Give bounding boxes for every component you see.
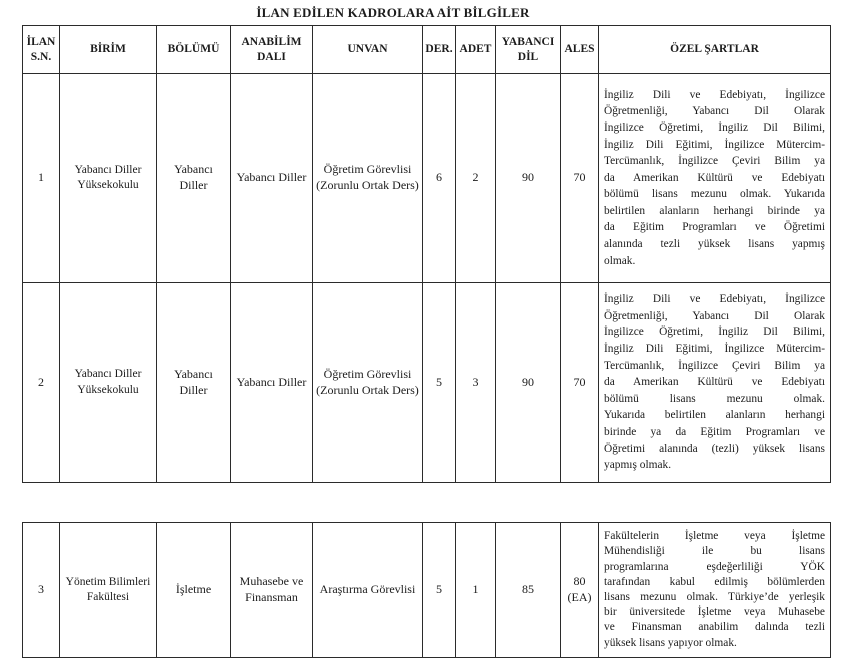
text-line: tarafından kabul edilmiş bölümlerden	[604, 575, 825, 588]
cell-anabilim-dali: Yabancı Diller	[231, 74, 313, 283]
table-row	[23, 283, 831, 483]
cell-yabanci-dil: 90	[496, 283, 561, 483]
text-line: İngilizce Öğretimi, İngiliz Dil Bilimi,	[604, 121, 825, 134]
text-line: bölümü lisans mezunu olmak. Yukarıda	[604, 188, 825, 201]
cell-anabilim-dali: Yabancı Diller	[231, 283, 313, 483]
positions-table-secondary	[22, 522, 831, 658]
col-header-adet: ADET	[456, 26, 496, 74]
cell-bolumu: Yabancı Diller	[157, 283, 231, 483]
cell-bolumu: İşletme	[157, 523, 231, 658]
col-header-bolumu: BÖLÜMÜ	[157, 26, 231, 74]
cell-ales: 70	[561, 74, 599, 283]
cell-ozel-sartlar	[599, 523, 831, 658]
cell-ilan-sn: 3	[23, 523, 60, 658]
col-header-ilan-sn: İLAN S.N.	[23, 26, 60, 74]
text-line: da Eğitim Programları ve Öğretimi	[604, 221, 825, 234]
text-line: lisans mezunu olmak. Türkiye’de yerleşik	[604, 591, 825, 603]
cell-birim: Yönetim Bilimleri Fakültesi	[60, 523, 157, 658]
text-line: Yukarıda belirtilen alanların herhangi	[604, 409, 825, 422]
text-line: ve Finansman anabilim dalında tezli	[604, 621, 825, 634]
cell-bolumu: Yabancı Diller	[157, 74, 231, 283]
text-line: İngilizce Öğretimi, İngiliz Dil Bilimi,	[604, 326, 825, 339]
col-header-derece: DER.	[423, 26, 456, 74]
col-header-unvan: UNVAN	[313, 26, 423, 74]
text-line: belirtilen alanların herhangi birinde ya	[604, 204, 825, 217]
text-line: Mühendisliği ile bu lisans	[604, 545, 825, 558]
cell-unvan: Öğretim Görevlisi (Zorunlu Ortak Ders)	[313, 283, 423, 483]
text-line: Öğretmenliği, Yabancı Dil Olarak	[604, 105, 825, 118]
cell-adet: 1	[456, 523, 496, 658]
text-line: yüksek lisans yapıyor olmak.	[604, 636, 737, 649]
cell-derece: 5	[423, 283, 456, 483]
cell-birim: Yabancı Diller Yüksekokulu	[60, 283, 157, 483]
cell-unvan: Öğretim Görevlisi (Zorunlu Ortak Ders)	[313, 74, 423, 283]
cell-birim: Yabancı Diller Yüksekokulu	[60, 74, 157, 283]
cell-yabanci-dil: 90	[496, 74, 561, 283]
text-line: Öğretimi alanında (tezli) yüksek lisans	[604, 442, 825, 455]
col-header-ozel-sartlar: ÖZEL ŞARTLAR	[599, 26, 831, 74]
text-line: yapmış olmak.	[604, 459, 672, 472]
cell-adet: 2	[456, 74, 496, 283]
text-line: Öğretmenliği, Yabancı Dil Olarak	[604, 309, 825, 322]
text-line: olmak.	[604, 254, 636, 267]
header-row	[23, 26, 831, 74]
cell-ales: 70	[561, 283, 599, 483]
positions-table-main	[22, 25, 831, 483]
text-line: da Amerikan Kültürü ve Edebiyatı	[604, 376, 825, 389]
cell-unvan: Araştırma Görevlisi	[313, 523, 423, 658]
cell-derece: 6	[423, 74, 456, 283]
col-header-anabilim-dali: ANABİLİM DALI	[231, 26, 313, 74]
text-line: İngiliz Dili Eğitimi, İngilizce Mütercim-	[604, 138, 825, 151]
text-line: bölümü lisans mezunu olmak.	[604, 392, 825, 405]
text-line: alanında tezli yüksek lisans yapmış	[604, 238, 825, 251]
text-line: bir üniversitede İşletme veya Muhasebe	[604, 606, 825, 619]
text-line: programlarına eşdeğerliliği YÖK	[604, 560, 825, 573]
cell-adet: 3	[456, 283, 496, 483]
col-header-ales: ALES	[561, 26, 599, 74]
text-line: da Amerikan Kültürü ve Edebiyatı	[604, 171, 825, 184]
text-line: Tercümanlık, İngilizce Çeviri Bilim ya	[604, 359, 825, 372]
cell-anabilim-dali: Muhasebe ve Finansman	[231, 523, 313, 658]
cell-derece: 5	[423, 523, 456, 658]
table-row	[23, 74, 831, 283]
text-line: Fakültelerin İşletme veya İşletme	[604, 530, 825, 543]
cell-yabanci-dil: 85	[496, 523, 561, 658]
cell-ilan-sn: 1	[23, 74, 60, 283]
text-line: İngiliz Dili ve Edebiyatı, İngilizce	[604, 293, 825, 306]
text-line: İngiliz Dili ve Edebiyatı, İngilizce	[604, 88, 825, 101]
text-line: İngiliz Dili Eğitimi, İngilizce Mütercim-	[604, 343, 825, 356]
cell-ales: 80 (EA)	[561, 523, 599, 658]
page-title: İLAN EDİLEN KADROLARA AİT BİLGİLER	[256, 5, 530, 20]
text-line: birinde ya da Eğitim Programları ve	[604, 425, 825, 438]
cell-ozel-sartlar	[599, 74, 831, 283]
table-row	[23, 523, 831, 658]
col-header-birim: BİRİM	[60, 26, 157, 74]
col-header-yabanci-dil: YABANCI DİL	[496, 26, 561, 74]
cell-ilan-sn: 2	[23, 283, 60, 483]
cell-ozel-sartlar	[599, 283, 831, 483]
text-line: Tercümanlık, İngilizce Çeviri Bilim ya	[604, 155, 825, 168]
